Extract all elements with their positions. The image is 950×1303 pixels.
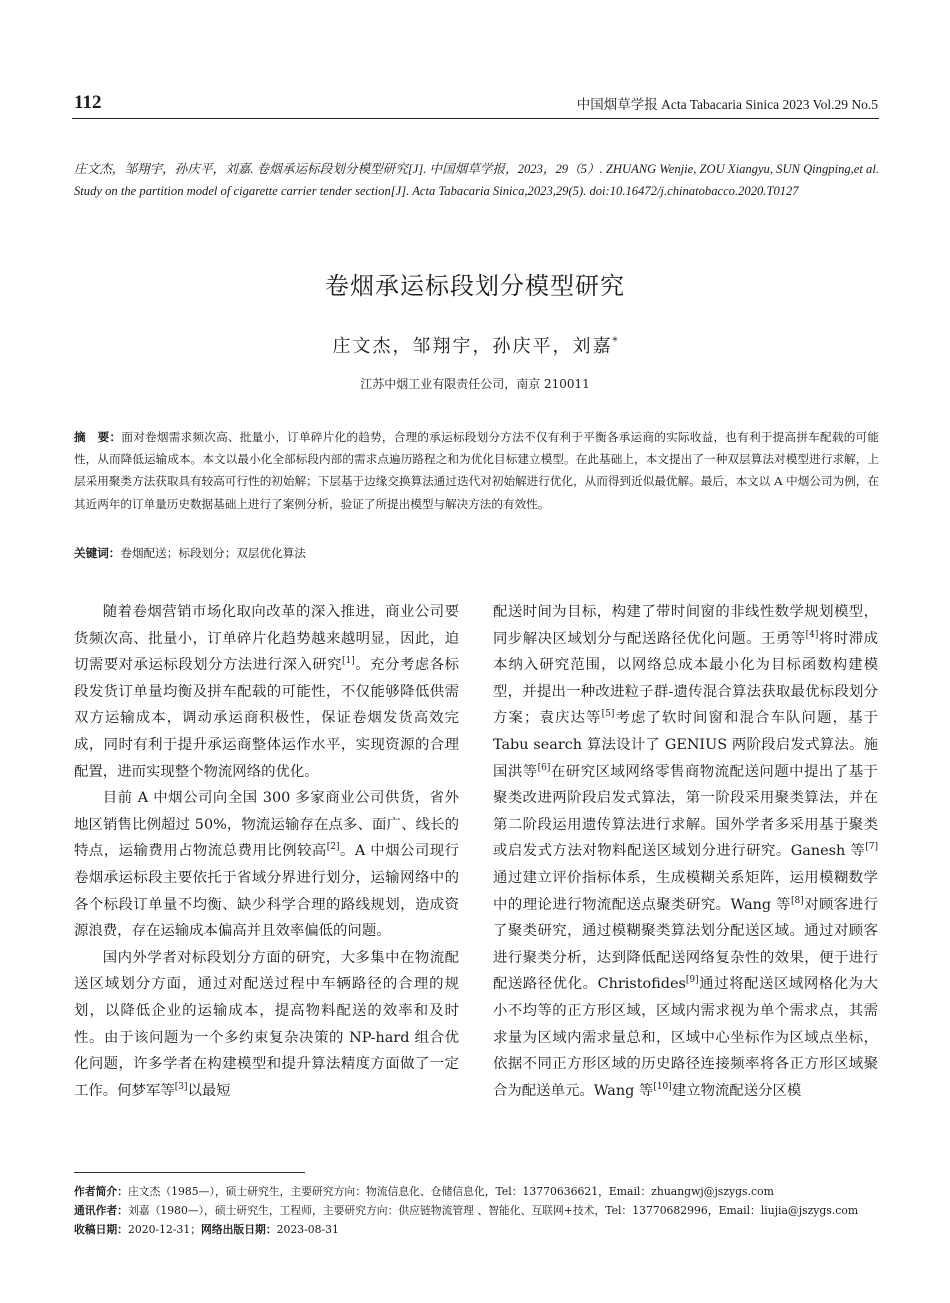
keywords <box>74 542 879 564</box>
body-column-right <box>493 599 878 1104</box>
abstract-text: 面对卷烟需求频次高、批量小，订单碎片化的趋势，合理的承运标段划分方法不仅有利于平衡各承运商的实际收益，也有利于提高拼车配载的可能性，从而降低运输成本。本文以最小化全部标段内部的需求点遍历路程之和为优化目标建立模型。在此基础上，本文提出了一种双层算法对模型进行求解，上层采用聚类方法获取具有较高可行性的初始解；下层基于边缘交换算法通过迭代对初始解进行优化，从而得到近似最优解。最后，本文以 A 中烟公司为例，在其近两年的订单量历史数据基础上进行了案例分析，验证了所提出模型与解决方法的有效性。 <box>74 430 879 511</box>
authors-text: 庄文杰，邹翔宇，孙庆平，刘嘉 <box>332 336 613 357</box>
footnote-rule <box>74 1172 305 1173</box>
dates: 收稿日期：2020-12-31；网络出版日期：2023-08-31 <box>74 1223 339 1236</box>
reference-mark[interactable]: [6] <box>537 762 551 773</box>
paper-title: 卷烟承运标段划分模型研究 <box>325 272 625 300</box>
abstract <box>74 426 879 515</box>
page-number: 112 <box>74 92 102 113</box>
affiliation: 江苏中烟工业有限责任公司，南京 210011 <box>360 377 590 391</box>
citation-block: 庄文杰，邹翔宇，孙庆平，刘嘉. 卷烟承运标段划分模型研究[J]. 中国烟草学报，2023，29（5）. ZHUANG Wenjie, ZOU Xiangyu, SUN Qingping,et al. Study on the partition model of cigarette carrier tender section[J]. Acta Tabacaria Sinica,2023,29(5). doi:10.16472/j.chinatobacco.2020.T0127 <box>74 162 879 198</box>
author-bio: 作者简介：庄文杰（1985—），硕士研究生，主要研究方向：物流信息化、仓储信息化，Tel：13770636621，Email：zhuangwj@jszygs.com <box>74 1185 774 1198</box>
header-rule <box>72 118 879 119</box>
reference-mark[interactable]: [4] <box>805 629 819 640</box>
journal-header: 中国烟草学报 Acta Tabacaria Sinica 2023 Vol.29 No.5 <box>576 97 878 112</box>
footnotes <box>74 1182 879 1239</box>
reference-mark[interactable]: [3] <box>174 1081 188 1092</box>
reference-mark[interactable]: [10] <box>653 1081 672 1092</box>
reference-mark[interactable]: [8] <box>791 895 804 906</box>
paragraph: 国内外学者对标段划分方面的研究，大多集中在物流配送区域划分方面，通过对配送过程中车辆路径的合理的规划，以降低企业的运输成本，提高物料配送的效率和及时性。由于该问题为一个多约束复杂决策的 NP-hard 组合优化问题，许多学者在构建模型和提升算法精度方面做了一定工作。何梦军等[3]以最短 <box>74 949 459 1099</box>
keywords-text: 卷烟配送；标段划分；双层优化算法 <box>120 546 306 560</box>
author-list <box>0 332 950 358</box>
reference-mark[interactable]: [2] <box>326 842 340 853</box>
paragraph: 随着卷烟营销市场化取向改革的深入推进，商业公司要货频次高、批量小，订单碎片化趋势越来越明显，因此，迫切需要对承运标段划分方法进行深入研究[1]。充分考虑各标段发货订单量均衡及拼车配载的可能性，不仅能够降低供需双方运输成本，调动承运商积极性，保证卷烟发货高效完成，同时有利于提升承运商整体运作水平，实现资源的合理配置，进而实现整个物流网络的优化。 <box>74 604 459 780</box>
corresponding-mark: * <box>612 336 618 347</box>
corresponding-author: 通讯作者：刘嘉（1980—），硕士研究生，工程师，主要研究方向：供应链物流管理 、智能化、互联网+技术，Tel：13770682996，Email：liujia@jszygs.com <box>74 1204 859 1217</box>
paragraph: 配送时间为目标，构建了带时间窗的非线性数学规划模型，同步解决区域划分与配送路径优化问题。王勇等[4]将时滞成本纳入研究范围，以网络总成本最小化为目标函数构建模型，并提出一种改进粒子群-遗传混合算法获取最优标段划分方案；袁庆达等[5]考虑了软时间窗和混合车队问题，基于 Tabu search 算法设计了 GENIUS 两阶段启发式算法。施国洪等[6]在研究区域网络零售商物流配送问题中提出了基于聚类改进两阶段启发式算法，第一阶段采用聚类算法，并在第二阶段运用遗传算法进行求解。国外学者多采用基于聚类或启发式方法对物料配送区域划分进行研究。Ganesh 等[7]通过建立评价指标体系，生成模糊关系矩阵，运用模糊数学中的理论进行物流配送点聚类研究。Wang 等[8]对顾客进行了聚类研究，通过模糊聚类算法划分配送区域。通过对顾客进行聚类分析，达到降低配送网络复杂性的效果，便于进行配送路径优化。Christofides[9]通过将配送区域网格化为大小不均等的正方形区域，区域内需求视为单个需求点，其需求量为区域内需求量总和，区域中心坐标作为区域点坐标，依据不同正方形区域的历史路径连接频率将各正方形区域聚合为配送单元。Wang 等[10]建立物流配送分区模 <box>493 604 878 1099</box>
keywords-label: 关键词： <box>74 546 121 560</box>
reference-mark[interactable]: [9] <box>685 975 699 986</box>
reference-mark[interactable]: [5] <box>601 709 615 720</box>
abstract-label: 摘 要： <box>74 430 122 444</box>
reference-mark[interactable]: [7] <box>865 842 878 853</box>
reference-mark[interactable]: [1] <box>342 656 355 667</box>
paragraph: 目前 A 中烟公司向全国 300 多家商业公司供货，省外地区销售比例超过 50%，物流运输存在点多、面广、线长的特点，运输费用占物流总费用比例较高[2]。A 中烟公司现行卷烟承运标段主要依托于省域分界进行划分，运输网络中的各个标段订单量不均衡、缺少科学合理的路线规划，造成资源浪费，存在运输成本偏高并且效率偏低的问题。 <box>74 790 459 940</box>
body-column-left <box>74 599 459 1104</box>
